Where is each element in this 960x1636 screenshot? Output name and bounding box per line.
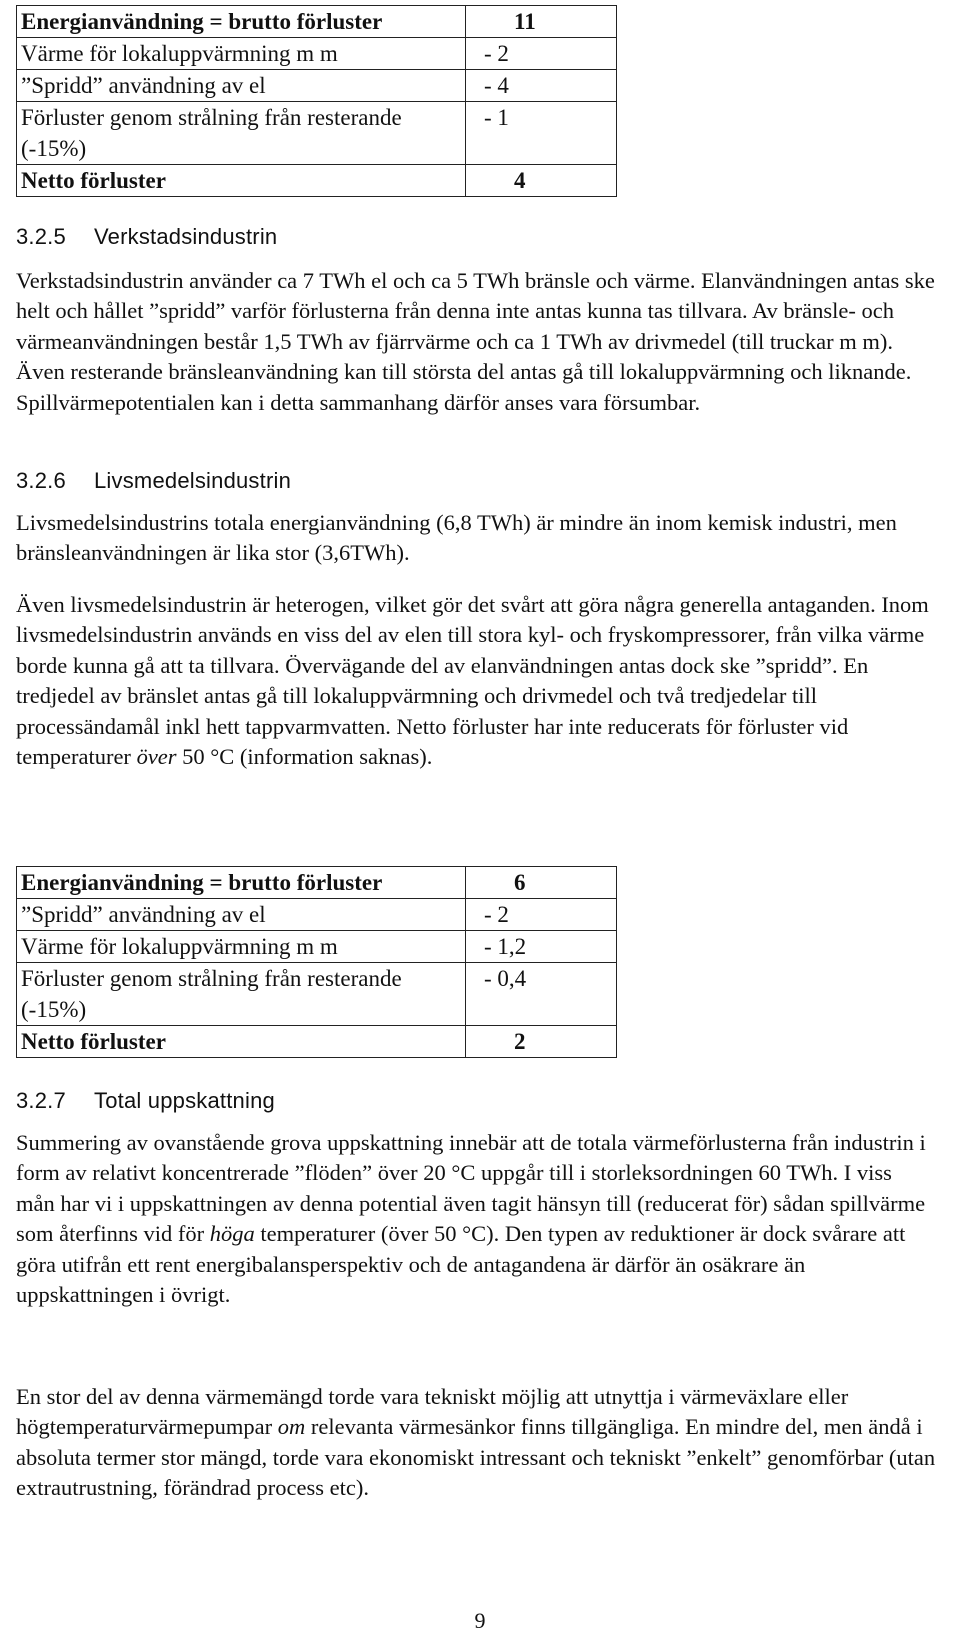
table-cell-label: Värme för lokaluppvärmning m m <box>17 931 466 963</box>
text-run: 50 °C (information saknas). <box>176 744 433 770</box>
table-row <box>17 6 617 38</box>
section-number: 3.2.6 <box>16 468 66 493</box>
body-paragraph: Verkstadsindustrin använder ca 7 TWh el och ca 5 TWh bränsle och värme. Elanvändningen antas ske helt och hållet ”spridd” varför förlusterna från denna inte antas kunna tas tillvara. Av bränsle- och värmeanvändningen består 1,5 TWh av fjärrvärme och ca 1 TWh av drivmedel (till truckar m m). Även resterande bränsleanvändning kan till största del antas gå till lokaluppvärmning och liknande. Spillvärmepotentialen kan i detta sammanhang därför anses vara försumbar. <box>16 268 935 415</box>
table-row <box>17 899 617 931</box>
table-row <box>17 867 617 899</box>
page-number: 9 <box>474 1608 486 1633</box>
table-row <box>17 931 617 963</box>
body-paragraph <box>16 1128 936 1310</box>
section-heading <box>16 224 277 250</box>
table-cell-value: 4 <box>466 165 617 197</box>
table-cell-value: - 2 <box>466 38 617 70</box>
italic-text: om <box>277 1414 306 1440</box>
section-title: Verkstadsindustrin <box>94 224 278 249</box>
table-cell-label: Förluster genom strålning från resterande (-15%) <box>17 102 466 165</box>
table-cell-label: Energianvändning = brutto förluster <box>17 867 466 899</box>
body-paragraph <box>16 590 936 772</box>
table-cell-value: - 2 <box>466 899 617 931</box>
table-row <box>17 70 617 102</box>
text-run: relevanta värmesänkor finns tillgängliga. En mindre del, men ändå i absoluta termer stor mängd, torde vara ekonomiskt intressant och tekniskt ”enkelt” genomförbar (utan extrautrustning, förändrad process etc). <box>16 1414 936 1501</box>
table-cell-label: Förluster genom strålning från resterande (-15%) <box>17 963 466 1026</box>
body-paragraph <box>16 1382 936 1504</box>
table-cell-label: Netto förluster <box>17 165 466 197</box>
table-cell-value: - 4 <box>466 70 617 102</box>
section-title: Livsmedelsindustrin <box>94 468 291 493</box>
section-heading <box>16 468 291 494</box>
section-number: 3.2.5 <box>16 224 66 249</box>
table-cell-value: 2 <box>466 1026 617 1058</box>
table-row <box>17 963 617 1026</box>
table-cell-value: - 0,4 <box>466 963 617 1026</box>
table-row <box>17 1026 617 1058</box>
table-cell-label: ”Spridd” användning av el <box>17 70 466 102</box>
italic-text: över <box>136 744 177 770</box>
italic-text: höga <box>209 1221 255 1247</box>
text-run: En stor del av denna värmemängd torde vara tekniskt möjlig att utnyttja i värmeväxlare eller högtemperaturvärmepumpar <box>16 1384 849 1440</box>
table-cell-value: - 1,2 <box>466 931 617 963</box>
table-cell-label: ”Spridd” användning av el <box>17 899 466 931</box>
table-cell-label: Netto förluster <box>17 1026 466 1058</box>
table-cell-value: 11 <box>466 6 617 38</box>
text-run: Även livsmedelsindustrin är heterogen, vilket gör det svårt att göra några generella antaganden. Inom livsmedelsindustrin används en viss del av elen till stora kyl- och fryskompressorer, från vilka värme borde kunna gå att ta tillvara. Övervägande del av elanvändningen antas dock ske ”spridd”. En tredjedel av bränslet antas gå till lokaluppvärmning och drivmedel och två tredjedelar till processändamål inkl hett tappvarmvatten. Netto förluster har inte reducerats för förluster vid temperaturer <box>16 592 929 770</box>
section-number: 3.2.7 <box>16 1088 66 1113</box>
table-cell-label: Värme för lokaluppvärmning m m <box>17 38 466 70</box>
energy-table-verkstad <box>16 5 617 197</box>
text-run: temperaturer (över 50 °C). Den typen av reduktioner är dock svårare att göra utifrån ett rent energibalansperspektiv och de antagandena är därför än osäkrare än uppskattningen i övrigt. <box>16 1221 906 1308</box>
text-run: Summering av ovanstående grova uppskattning innebär att de totala värmeförlusterna från industrin i form av relativt koncentrerade ”flöden” över 20 °C uppgår till i storleksordningen 60 TWh. I viss mån har vi i uppskattningen av denna potential även tagit hänsyn till (reducerat för) sådan spillvärme som återfinns vid för <box>16 1130 926 1247</box>
table-cell-value: 6 <box>466 867 617 899</box>
table-cell-label: Energianvändning = brutto förluster <box>17 6 466 38</box>
table-row <box>17 165 617 197</box>
table-cell-value: - 1 <box>466 102 617 165</box>
body-paragraph: Livsmedelsindustrins totala energianvändning (6,8 TWh) är mindre än inom kemisk industri, men bränsleanvändningen är lika stor (3,6TWh). <box>16 510 897 566</box>
table-row <box>17 38 617 70</box>
section-title: Total uppskattning <box>94 1088 275 1113</box>
energy-table-livsmedel <box>16 866 617 1058</box>
table-row <box>17 102 617 165</box>
section-heading <box>16 1088 275 1114</box>
